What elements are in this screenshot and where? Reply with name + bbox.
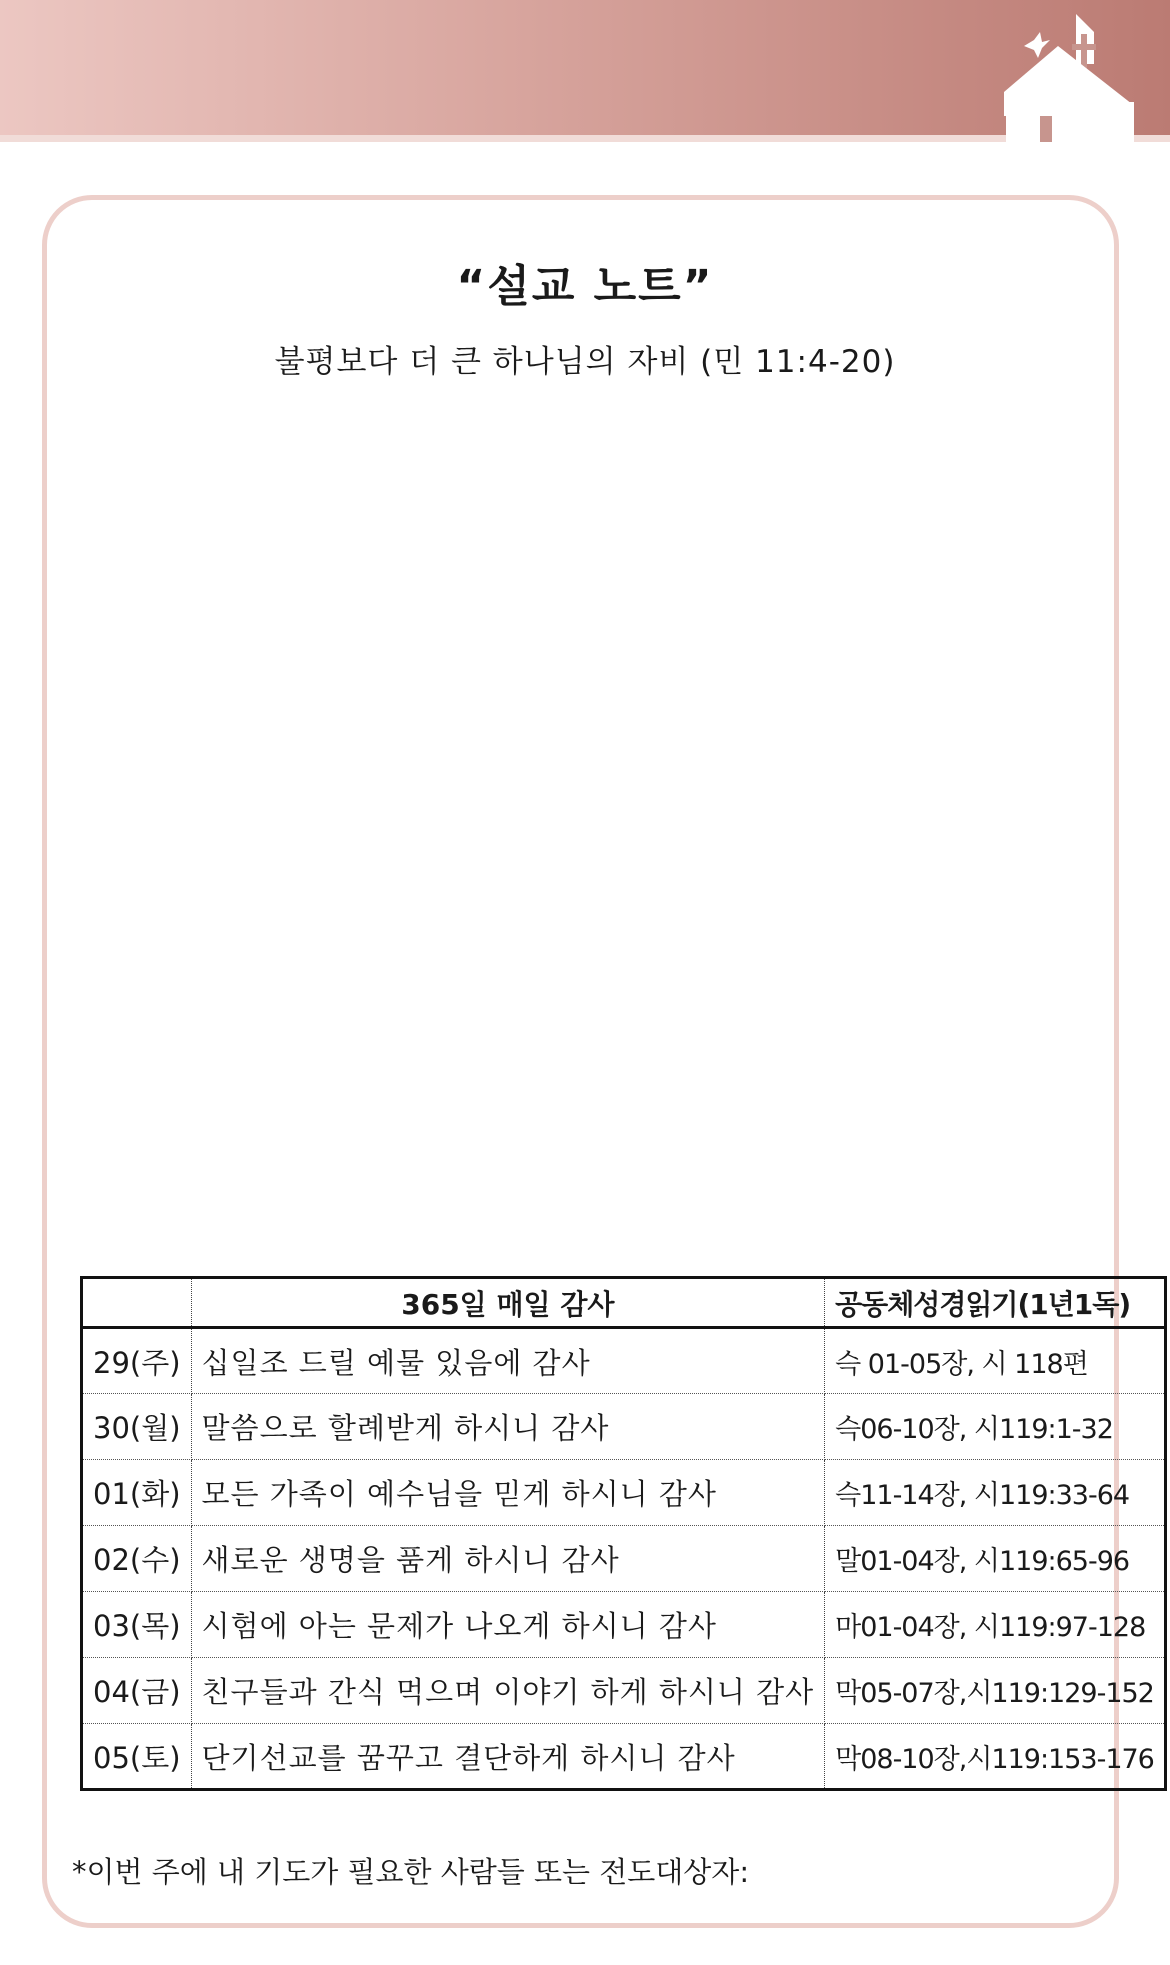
sermon-subtitle: 불평보다 더 큰 하나님의 자비 (민 11:4-20) [274, 344, 896, 380]
row-thanks: 친구들과 간식 먹으며 이야기 하게 하시니 감사 [191, 1658, 825, 1724]
row-date: 02(수) [82, 1526, 192, 1592]
row-reading: 막08-10장,시119:153-176 [825, 1724, 1166, 1790]
prayer-request-label: *이번 주에 내 기도가 필요한 사람들 또는 전도대상자: [72, 1855, 750, 1889]
table-header-row [82, 1278, 1166, 1328]
table-row [82, 1328, 1166, 1394]
row-date: 01(화) [82, 1460, 192, 1526]
row-reading: 슥06-10장, 시119:1-32 [825, 1394, 1166, 1460]
table-row [82, 1460, 1166, 1526]
row-date: 30(월) [82, 1394, 192, 1460]
table-row [82, 1526, 1166, 1592]
table-row [82, 1724, 1166, 1790]
table-row [82, 1394, 1166, 1460]
church-icon [1000, 6, 1140, 142]
header-bible-reading: 공동체성경읽기(1년1독) [825, 1278, 1166, 1328]
header-date [82, 1278, 192, 1328]
row-reading: 막05-07장,시119:129-152 [825, 1658, 1166, 1724]
row-date: 03(목) [82, 1592, 192, 1658]
row-thanks: 시험에 아는 문제가 나오게 하시니 감사 [191, 1592, 825, 1658]
row-thanks: 단기선교를 꿈꾸고 결단하게 하시니 감사 [191, 1724, 825, 1790]
table-row [82, 1658, 1166, 1724]
header-thanks: 365일 매일 감사 [191, 1278, 825, 1328]
row-reading: 슥11-14장, 시119:33-64 [825, 1460, 1166, 1526]
row-thanks: 십일조 드릴 예물 있음에 감사 [191, 1328, 825, 1394]
header-divider [0, 135, 1170, 142]
row-thanks: 새로운 생명을 품게 하시니 감사 [191, 1526, 825, 1592]
row-thanks: 말씀으로 할례받게 하시니 감사 [191, 1394, 825, 1460]
row-reading: 말01-04장, 시119:65-96 [825, 1526, 1166, 1592]
row-date: 05(토) [82, 1724, 192, 1790]
page-title: “설교 노트” [456, 261, 714, 312]
row-date: 04(금) [82, 1658, 192, 1724]
table-row [82, 1592, 1166, 1658]
gratitude-reading-table [80, 1276, 1167, 1791]
row-reading: 마01-04장, 시119:97-128 [825, 1592, 1166, 1658]
row-reading: 슥 01-05장, 시 118편 [825, 1328, 1166, 1394]
row-thanks: 모든 가족이 예수님을 믿게 하시니 감사 [191, 1460, 825, 1526]
header-band [0, 0, 1170, 135]
row-date: 29(주) [82, 1328, 192, 1394]
